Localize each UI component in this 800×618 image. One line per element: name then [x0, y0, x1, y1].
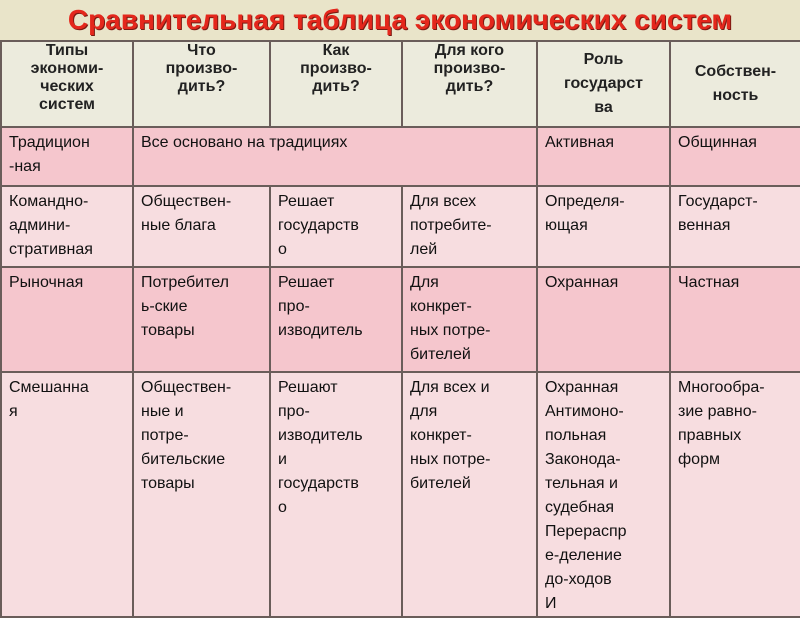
header-how: Как произво- дить?: [270, 41, 402, 127]
header-row: [1, 41, 800, 127]
cell-what: Обществен- ные и потре- бительские товары: [133, 372, 270, 617]
cell-role: Активная: [537, 127, 670, 186]
cell-type: Традицион -ная: [1, 127, 133, 186]
comparison-table: [0, 40, 800, 618]
cell-for-whom: Для всех и для конкрет- ных потре- бителей: [402, 372, 537, 617]
cell-role: Охранная: [537, 267, 670, 372]
table-row: [1, 127, 800, 186]
cell-type: Командно- админи- стративная: [1, 186, 133, 267]
cell-for-whom: Для конкрет- ных потре- бителей: [402, 267, 537, 372]
cell-what: Обществен- ные блага: [133, 186, 270, 267]
header-for-whom: Для кого произво- дить?: [402, 41, 537, 127]
header-ownership: Собствен- ность: [670, 41, 800, 127]
table-row: [1, 372, 800, 617]
table-row: [1, 186, 800, 267]
table-row: [1, 267, 800, 372]
page-title: Сравнительная таблица экономических систем: [67, 4, 733, 35]
cell-how: Решает государств о: [270, 186, 402, 267]
header-what: Что произво- дить?: [133, 41, 270, 127]
cell-ownership: Общинная: [670, 127, 800, 186]
cell-type: Смешанна я: [1, 372, 133, 617]
cell-for-whom: Для всех потребите- лей: [402, 186, 537, 267]
cell-role: Определя- ющая: [537, 186, 670, 267]
header-role-state: Роль государст ва: [537, 41, 670, 127]
cell-merged: Все основано на традициях: [133, 127, 537, 186]
cell-role: Охранная Антимоно- польная Законода- тельная и судебная Перераспр е-деление до-ходов И: [537, 372, 670, 617]
cell-ownership: Частная: [670, 267, 800, 372]
cell-type: Рыночная: [1, 267, 133, 372]
cell-what: Потребител ь-ские товары: [133, 267, 270, 372]
cell-how: Решают про- изводитель и государств о: [270, 372, 402, 617]
cell-how: Решает про- изводитель: [270, 267, 402, 372]
header-types: Типы экономи- ческих систем: [1, 41, 133, 127]
cell-ownership: Государст- венная: [670, 186, 800, 267]
cell-ownership: Многообра- зие равно- правных форм: [670, 372, 800, 617]
